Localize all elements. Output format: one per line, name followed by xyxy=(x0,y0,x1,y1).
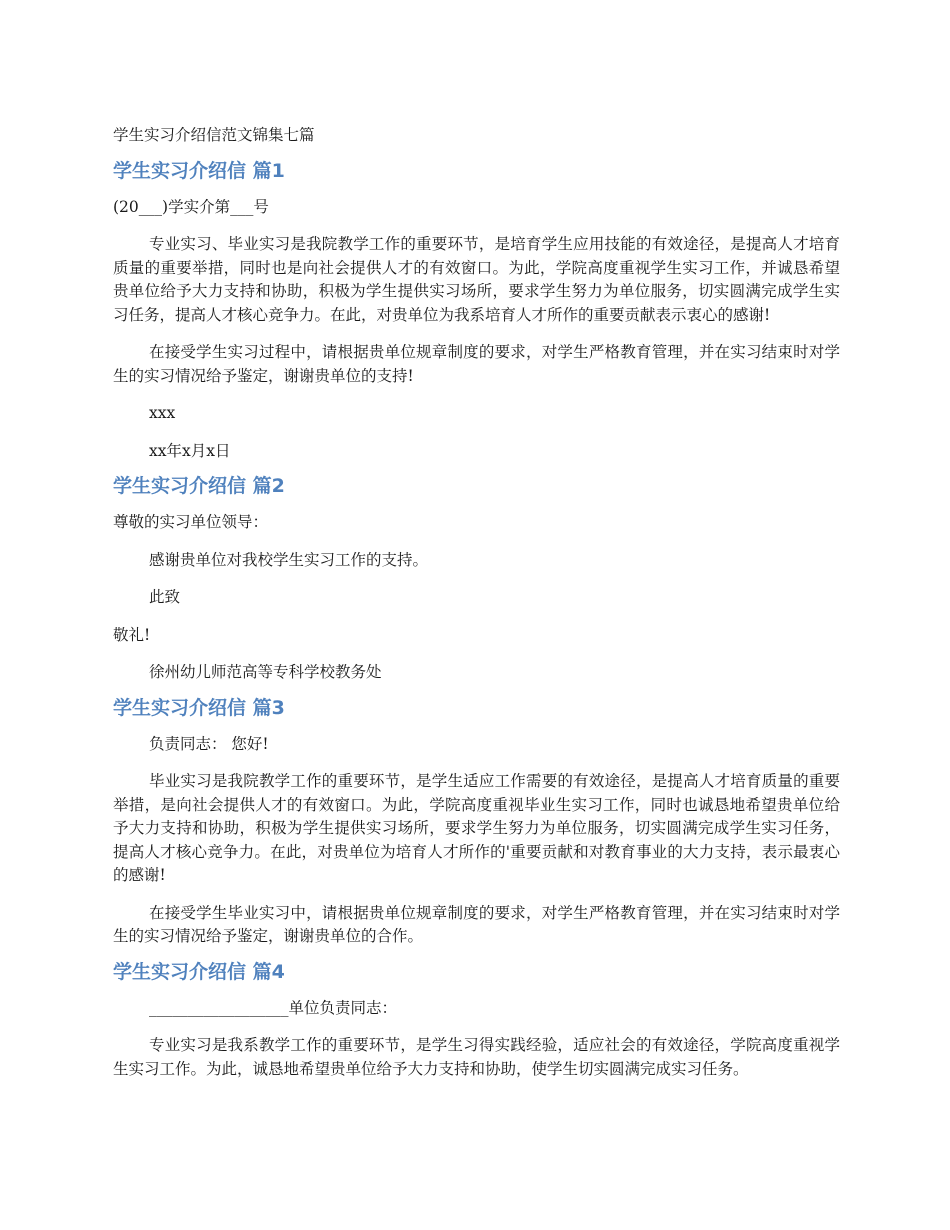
paragraph: 专业实习是我系教学工作的重要环节，是学生习得实践经验，适应社会的有效途径，学院高度重视学生实习工作。为此，诚恳地希望贵单位给予大力支持和协助，使学生切实圆满完成实习任务。 xyxy=(113,1036,840,1078)
closing-line: 此致 xyxy=(149,588,181,606)
paragraph: 感谢贵单位对我校学生实习工作的支持。 xyxy=(149,550,429,569)
salutation: __________________单位负责同志： xyxy=(149,998,398,1017)
section-heading-3: 学生实习介绍信 篇3 xyxy=(113,696,285,719)
section-heading-2: 学生实习介绍信 篇2 xyxy=(113,475,285,497)
salutation: 负责同志： 您好! xyxy=(149,734,269,753)
signature-date: xx年x月x日 xyxy=(149,441,231,460)
section-heading-4: 学生实习介绍信 篇4 xyxy=(113,960,285,983)
closing-salute: 敬礼! xyxy=(113,625,151,644)
signature-name: xxx xyxy=(149,404,176,422)
sender-organization: 徐州幼儿师范高等专科学校教务处 xyxy=(149,663,382,681)
paragraph: 毕业实习是我院教学工作的重要环节，是学生适应工作需要的有效途径，是提高人才培育质量的重要举措，是向社会提供人才的有效窗口。为此，学院高度重视毕业生实习工作，同时也诚恳地希望贵单位给予大力支持和协助，积极为学生提供实习场所，要求学生努力为单位服务，切实圆满完成学生实习任务，提高人才核心竞争力。在此，对贵单位为培育人才所作的'重要贡献和对教育事业的大力支持，表示最衷心的感谢! xyxy=(113,772,840,884)
document-page xyxy=(113,124,840,1081)
section-heading-1: 学生实习介绍信 篇1 xyxy=(113,159,285,182)
reference-number: (20___)学实介第___号 xyxy=(113,197,269,216)
paragraph: 在接受学生实习过程中，请根据贵单位规章制度的要求，对学生严格教育管理，并在实习结束时对学生的实习情况给予鉴定，谢谢贵单位的支持! xyxy=(113,343,840,385)
document-title: 学生实习介绍信范文锦集七篇 xyxy=(113,126,315,144)
paragraph: 在接受学生毕业实习中，请根据贵单位规章制度的要求，对学生严格教育管理，并在实习结束时对学生的实习情况给予鉴定，谢谢贵单位的合作。 xyxy=(113,903,840,945)
paragraph: 专业实习、毕业实习是我院教学工作的重要环节，是培育学生应用技能的有效途径，是提高人才培育质量的重要举措，同时也是向社会提供人才的有效窗口。为此，学院高度重视学生实习工作，并诚恳希望贵单位给予大力支持和协助，积极为学生提供实习场所，要求学生努力为单位服务，切实圆满完成学生实习任务，提高人才核心竞争力。在此，对贵单位为我系培育人才所作的重要贡献表示衷心的感谢! xyxy=(113,235,840,324)
salutation: 尊敬的实习单位领导： xyxy=(113,513,269,531)
